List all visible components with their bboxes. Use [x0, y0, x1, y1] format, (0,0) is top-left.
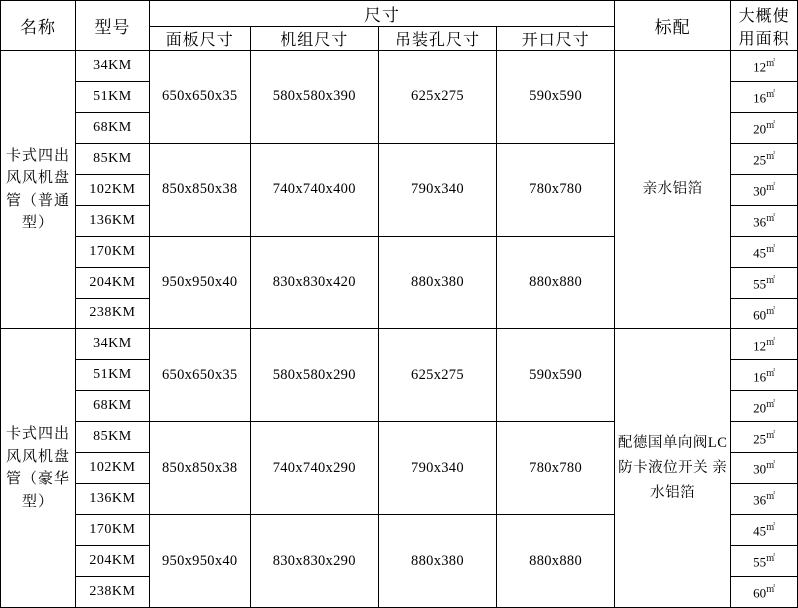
area-value: 36	[753, 492, 767, 508]
product-name-cell: 卡式四出风风机盘管（普通型）	[1, 51, 76, 329]
area-value: 25	[753, 152, 767, 168]
area-unit: ㎡	[766, 58, 776, 69]
area-value: 45	[753, 245, 767, 261]
area-unit: ㎡	[766, 89, 776, 100]
header-size-group: 尺寸	[149, 1, 614, 27]
area-unit: ㎡	[766, 336, 776, 347]
area-unit: ㎡	[766, 553, 776, 564]
area-unit: ㎡	[766, 429, 776, 440]
unit-size-cell: 580x580x290	[250, 329, 378, 422]
area-value: 12	[753, 59, 767, 75]
model-cell: 238KM	[75, 576, 149, 607]
area-cell	[731, 484, 798, 515]
panel-size-cell: 850x850x38	[149, 422, 250, 515]
area-value: 55	[753, 554, 767, 570]
area-cell	[731, 360, 798, 391]
area-unit: ㎡	[766, 305, 776, 316]
area-cell	[731, 81, 798, 112]
model-cell: 238KM	[75, 298, 149, 329]
area-value: 30	[753, 461, 767, 477]
area-cell	[731, 453, 798, 484]
hanging-hole-size-cell: 790x340	[378, 143, 496, 236]
model-cell: 51KM	[75, 81, 149, 112]
area-unit: ㎡	[766, 522, 776, 533]
hanging-hole-size-cell: 625x275	[378, 329, 496, 422]
model-cell: 136KM	[75, 205, 149, 236]
area-value: 12	[753, 338, 767, 354]
area-cell	[731, 576, 798, 607]
panel-size-cell: 650x650x35	[149, 329, 250, 422]
model-cell: 170KM	[75, 515, 149, 546]
model-cell: 102KM	[75, 174, 149, 205]
area-unit: ㎡	[766, 151, 776, 162]
hanging-hole-size-cell: 790x340	[378, 422, 496, 515]
area-unit: ㎡	[766, 274, 776, 285]
area-unit: ㎡	[766, 212, 776, 223]
area-value: 36	[753, 214, 767, 230]
area-cell	[731, 174, 798, 205]
standard-cell: 亲水铝箔	[615, 51, 731, 329]
product-name-cell: 卡式四出风风机盘管（豪华型）	[1, 329, 76, 608]
unit-size-cell: 740x740x290	[250, 422, 378, 515]
model-cell: 85KM	[75, 143, 149, 174]
opening-size-cell: 880x880	[497, 515, 615, 608]
model-cell: 68KM	[75, 112, 149, 143]
area-cell	[731, 329, 798, 360]
header-model: 型号	[75, 1, 149, 51]
area-cell	[731, 51, 798, 82]
panel-size-cell: 950x950x40	[149, 236, 250, 329]
area-unit: ㎡	[766, 243, 776, 254]
opening-size-cell: 880x880	[497, 236, 615, 329]
standard-cell: 配德国单向阀LC防卡液位开关 亲水铝箔	[615, 329, 731, 608]
model-cell: 68KM	[75, 391, 149, 422]
panel-size-cell: 650x650x35	[149, 51, 250, 144]
model-cell: 204KM	[75, 267, 149, 298]
unit-size-cell: 830x830x290	[250, 515, 378, 608]
area-value: 20	[753, 121, 767, 137]
unit-size-cell: 580x580x390	[250, 51, 378, 144]
header-row-1	[1, 1, 798, 27]
area-cell	[731, 143, 798, 174]
unit-size-cell: 740x740x400	[250, 143, 378, 236]
header-area: 大概使用面积	[731, 1, 798, 51]
model-cell: 170KM	[75, 236, 149, 267]
table-row	[1, 329, 798, 360]
model-cell: 136KM	[75, 484, 149, 515]
header-name: 名称	[1, 1, 76, 51]
area-unit: ㎡	[766, 460, 776, 471]
table-header	[1, 1, 798, 51]
area-value: 20	[753, 399, 767, 415]
header-unit-size: 机组尺寸	[250, 27, 378, 51]
header-opening-size: 开口尺寸	[497, 27, 615, 51]
area-cell	[731, 515, 798, 546]
panel-size-cell: 850x850x38	[149, 143, 250, 236]
table-row	[1, 51, 798, 82]
area-unit: ㎡	[766, 398, 776, 409]
hanging-hole-size-cell: 625x275	[378, 51, 496, 144]
unit-size-cell: 830x830x420	[250, 236, 378, 329]
opening-size-cell: 780x780	[497, 422, 615, 515]
model-cell: 34KM	[75, 329, 149, 360]
opening-size-cell: 590x590	[497, 329, 615, 422]
area-cell	[731, 422, 798, 453]
panel-size-cell: 950x950x40	[149, 515, 250, 608]
opening-size-cell: 590x590	[497, 51, 615, 144]
area-value: 60	[753, 307, 767, 323]
area-cell	[731, 267, 798, 298]
area-value: 45	[753, 523, 767, 539]
model-cell: 85KM	[75, 422, 149, 453]
area-cell	[731, 546, 798, 577]
area-cell	[731, 112, 798, 143]
area-cell	[731, 205, 798, 236]
area-unit: ㎡	[766, 491, 776, 502]
area-value: 30	[753, 183, 767, 199]
area-value: 55	[753, 276, 767, 292]
area-unit: ㎡	[766, 584, 776, 595]
model-cell: 34KM	[75, 51, 149, 82]
area-value: 16	[753, 369, 767, 384]
area-value: 60	[753, 585, 767, 601]
model-cell: 102KM	[75, 453, 149, 484]
hanging-hole-size-cell: 880x380	[378, 515, 496, 608]
area-unit: ㎡	[766, 182, 776, 193]
area-unit: ㎡	[766, 367, 776, 378]
area-cell	[731, 391, 798, 422]
opening-size-cell: 780x780	[497, 143, 615, 236]
header-hanging-hole-size: 吊装孔尺寸	[378, 27, 496, 51]
hanging-hole-size-cell: 880x380	[378, 236, 496, 329]
header-panel-size: 面板尺寸	[149, 27, 250, 51]
table-body	[1, 51, 798, 608]
area-cell	[731, 298, 798, 329]
area-value: 25	[753, 430, 767, 446]
model-cell: 51KM	[75, 360, 149, 391]
model-cell: 204KM	[75, 546, 149, 577]
area-value: 16	[753, 90, 767, 106]
area-unit: ㎡	[766, 120, 776, 131]
header-standard: 标配	[615, 1, 731, 51]
area-cell	[731, 236, 798, 267]
